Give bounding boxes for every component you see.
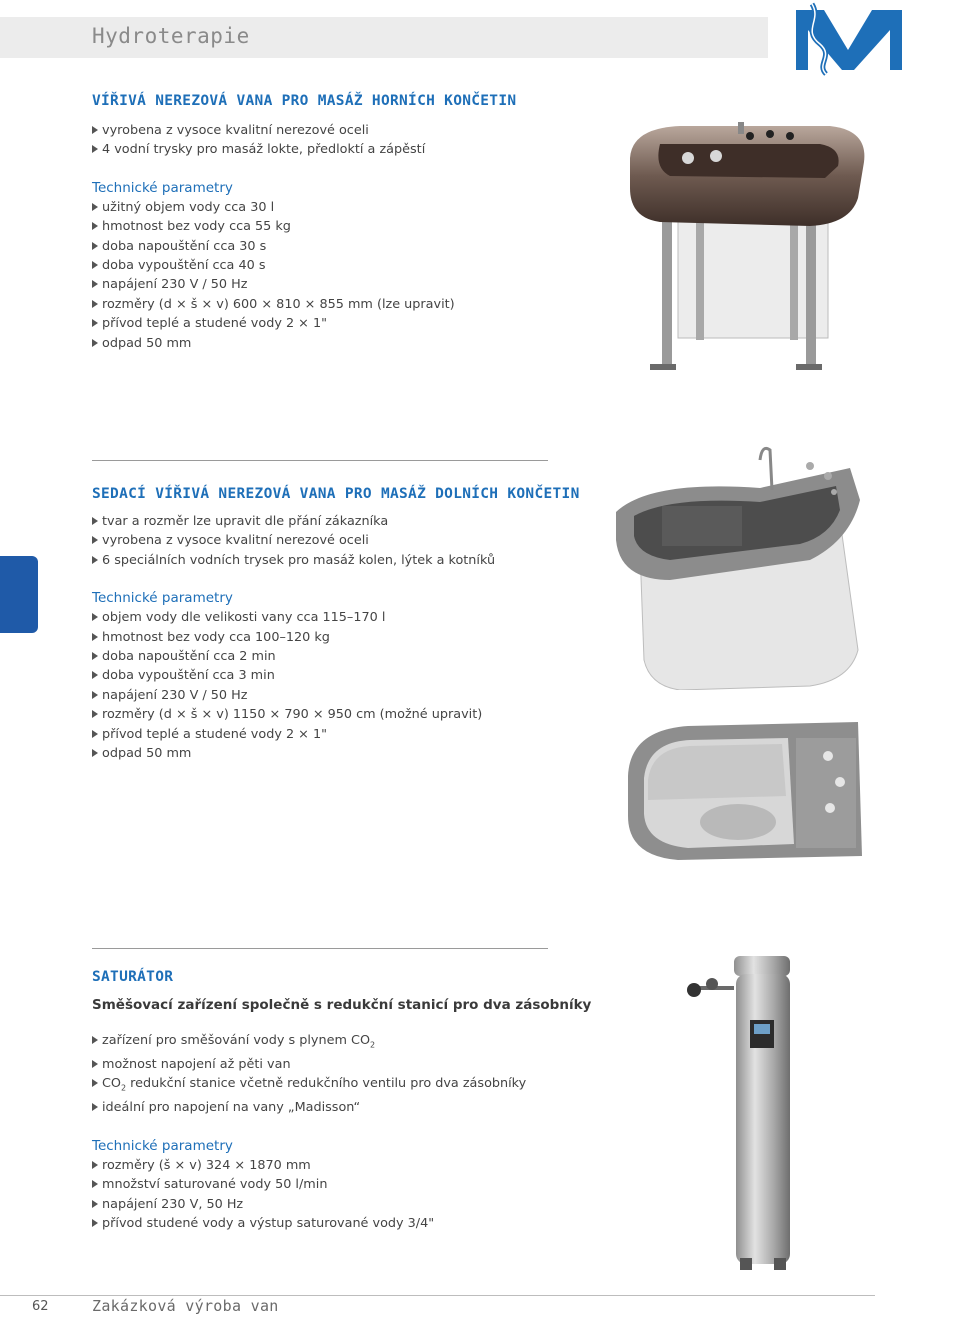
list-item: tvar a rozměr lze upravit dle přání zákazníka [92, 512, 580, 531]
section-subtitle: Směšovací zařízení společně s redukční stanicí pro dva zásobníky [92, 997, 592, 1013]
intro-list [92, 512, 580, 570]
list-item: hmotnost bez vody cca 100–120 kg [92, 628, 580, 647]
list-item: odpad 50 mm [92, 334, 516, 353]
list-item: 4 vodní trysky pro masáž lokte, předloktí a zápěstí [92, 140, 516, 159]
list-item: doba vypouštění cca 40 s [92, 256, 516, 275]
params-heading: Technické parametry [92, 590, 233, 607]
params-heading: Technické parametry [92, 1137, 233, 1154]
list-item: přívod teplé a studené vody 2 × 1" [92, 725, 580, 744]
list-item: možnost napojení až pěti van [92, 1055, 591, 1074]
section-divider [92, 460, 548, 461]
list-item: doba napouštění cca 30 s [92, 237, 516, 256]
params-heading: Technické parametry [92, 179, 233, 196]
params-list [92, 1156, 591, 1234]
upper-limb-bath-photo [620, 118, 870, 384]
list-item: vyrobena z vysoce kvalitní nerezové oceli [92, 121, 516, 140]
list-item: přívod teplé a studené vody 2 × 1" [92, 314, 516, 333]
list-item: ideální pro napojení na vany „Madisson“ [92, 1098, 591, 1117]
section-divider [92, 948, 548, 949]
intro-list [92, 121, 516, 160]
params-list [92, 198, 516, 353]
list-item: hmotnost bez vody cca 55 kg [92, 217, 516, 236]
list-item: odpad 50 mm [92, 744, 580, 763]
list-item: rozměry (š × v) 324 × 1870 mm [92, 1156, 591, 1175]
section-saturator [92, 968, 591, 1233]
list-item: doba napouštění cca 2 min [92, 647, 580, 666]
list-item: užitný objem vody cca 30 l [92, 198, 516, 217]
intro-list [92, 1031, 591, 1118]
section-title: SATURÁTOR [92, 969, 174, 985]
list-item: rozměry (d × š × v) 600 × 810 × 855 mm (lze upravit) [92, 295, 516, 314]
list-item: množství saturované vody 50 l/min [92, 1175, 591, 1194]
section-upper-limb-bath [92, 92, 516, 353]
page-header-title: Hydroterapie [92, 24, 250, 48]
chapter-tab [0, 556, 38, 633]
params-list [92, 608, 580, 763]
list-item: objem vody dle velikosti vany cca 115–170 l [92, 608, 580, 627]
list-item: napájení 230 V / 50 Hz [92, 275, 516, 294]
list-item: napájení 230 V, 50 Hz [92, 1195, 591, 1214]
footer-rule [0, 1295, 875, 1296]
list-item: 6 speciálních vodních trysek pro masáž kolen, lýtek a kotníků [92, 551, 580, 570]
list-item: přívod studené vody a výstup saturované vody 3/4" [92, 1214, 591, 1233]
saturator-photo [670, 948, 810, 1278]
section-title: VÍŘIVÁ NEREZOVÁ VANA PRO MASÁŽ HORNÍCH KONČETIN [92, 93, 517, 109]
section-lower-limb-bath [92, 485, 580, 763]
company-logo [782, 0, 914, 76]
list-item: $CO_2$ redukční stanice včetně redukčního ventilu pro dva zásobníky [92, 1074, 591, 1098]
list-item: vyrobena z vysoce kvalitní nerezové oceli [92, 531, 580, 550]
list-item: zařízení pro směšování vody s plynem $CO_2$ [92, 1031, 591, 1055]
list-item: rozměry (d × š × v) 1150 × 790 × 950 cm (možné upravit) [92, 705, 580, 724]
footer-title: Zakázková výroba van [92, 1297, 279, 1315]
list-item: doba vypouštění cca 3 min [92, 666, 580, 685]
section-title: SEDACÍ VÍŘIVÁ NEREZOVÁ VANA PRO MASÁŽ DOLNÍCH KONČETIN [92, 486, 580, 502]
lower-limb-bath-top-photo [618, 716, 868, 866]
page-number: 62 [32, 1299, 49, 1314]
lower-limb-bath-photo [610, 440, 872, 690]
list-item: napájení 230 V / 50 Hz [92, 686, 580, 705]
